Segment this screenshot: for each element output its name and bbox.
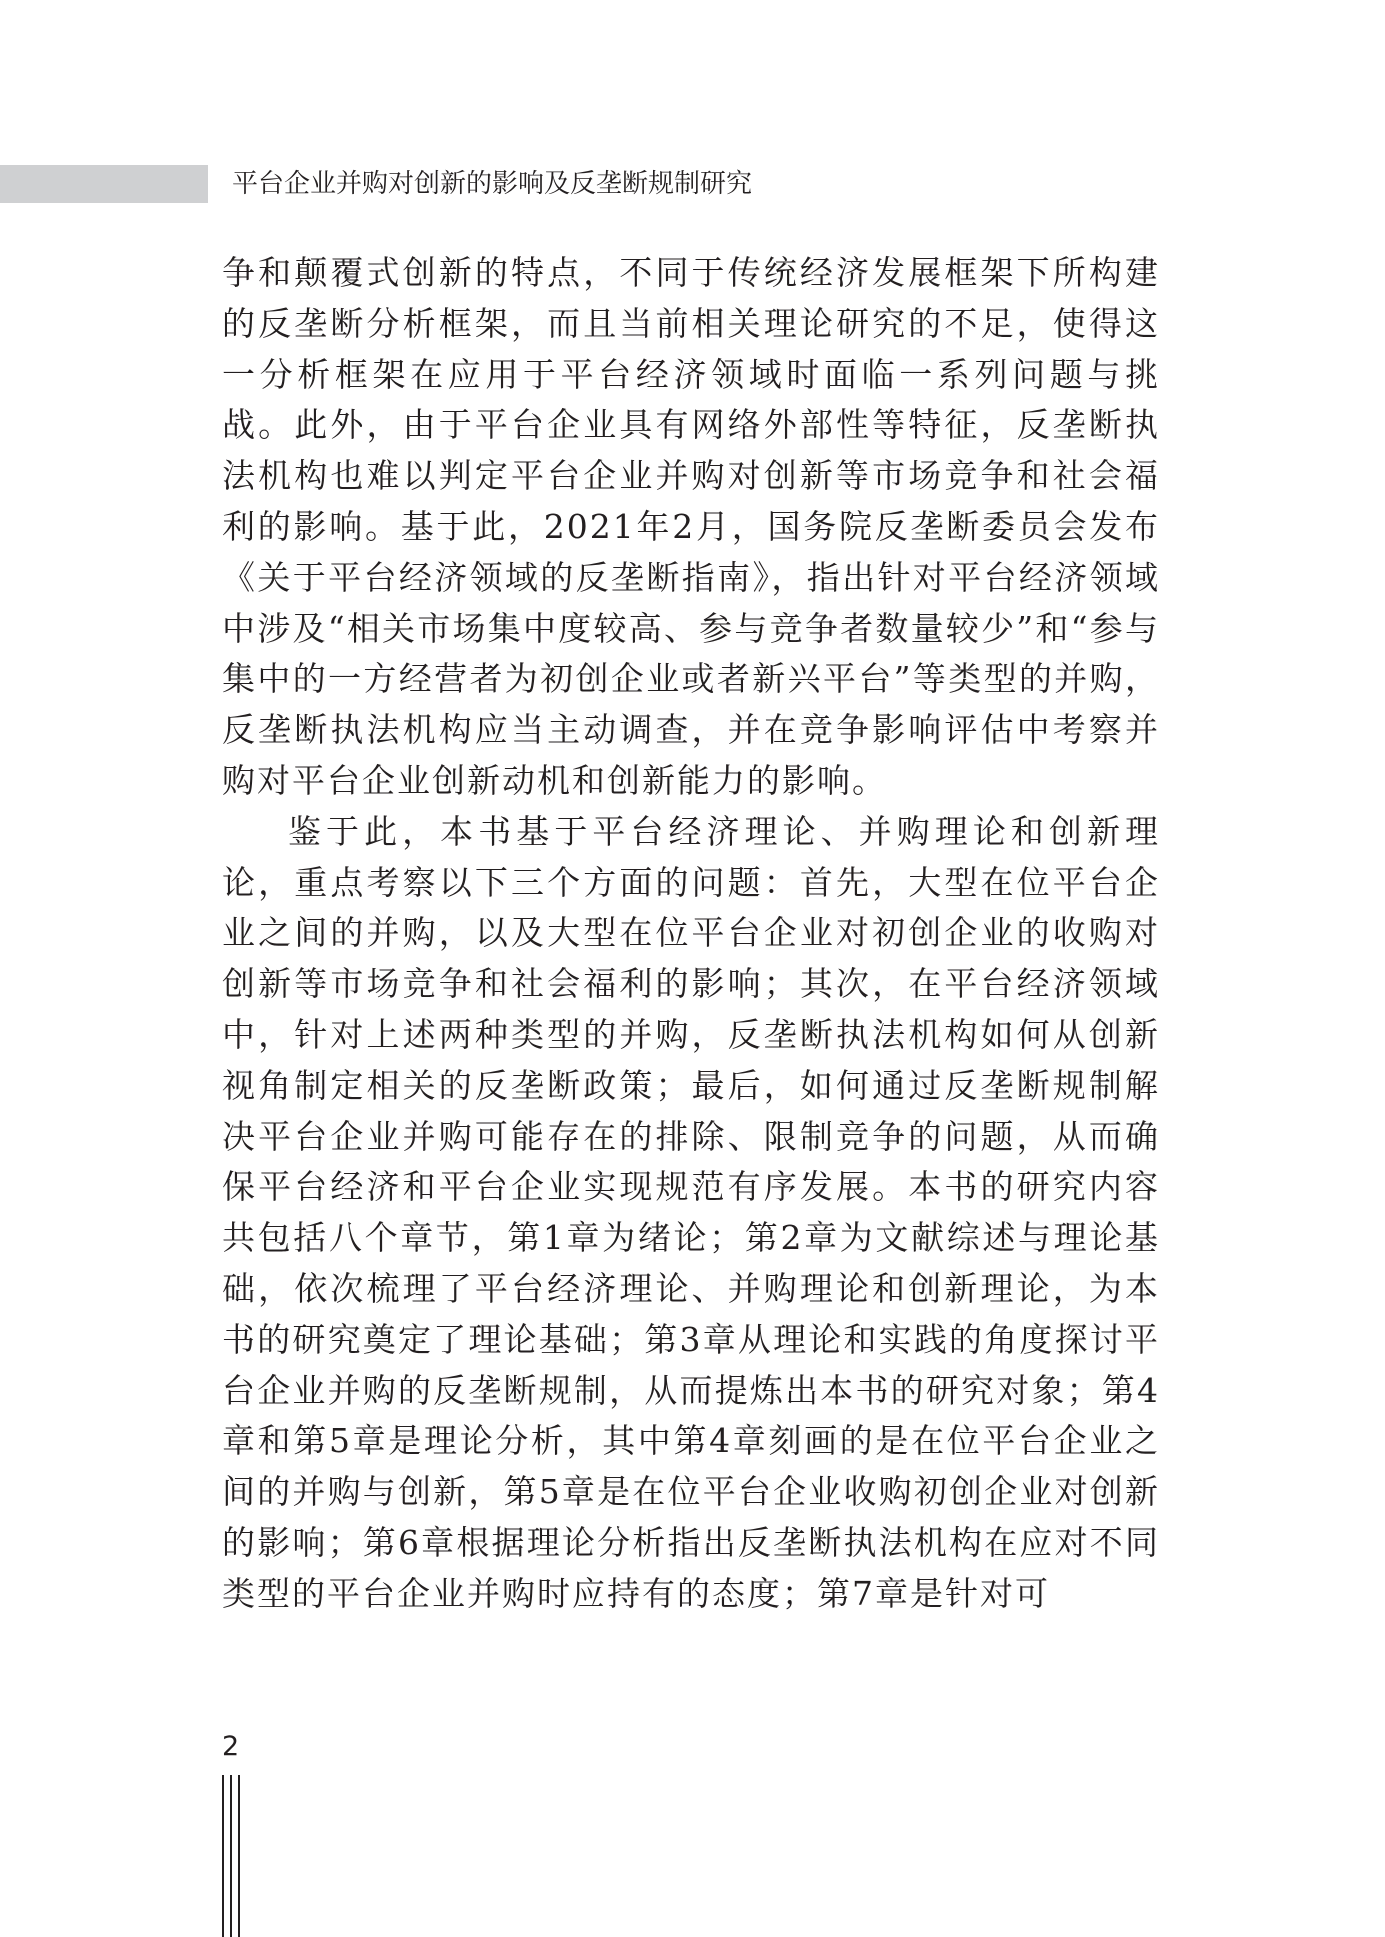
rule-line	[238, 1775, 240, 1937]
page-edge-rules	[222, 1775, 244, 1937]
page-number: 2	[222, 1731, 240, 1762]
rule-line	[222, 1775, 224, 1937]
body-text	[222, 248, 1160, 1620]
paragraph-1: 争和颠覆式创新的特点，不同于传统经济发展框架下所构建的反垄断分析框架，而且当前相关理论研究的不足，使得这一分析框架在应用于平台经济领域时面临一系列问题与挑战。此外，由于平台企业具有网络外部性等特征，反垄断执法机构也难以判定平台企业并购对创新等市场竞争和社会福利的影响。基于此，2021年2月，国务院反垄断委员会发布《关于平台经济领域的反垄断指南》，指出针对平台经济领域中涉及“相关市场集中度较高、参与竞争者数量较少”和“参与集中的一方经营者为初创企业或者新兴平台”等类型的并购，反垄断执法机构应当主动调查，并在竞争影响评估中考察并购对平台企业创新动机和创新能力的影响。	[222, 253, 1160, 800]
rule-line	[230, 1775, 232, 1937]
running-header-title: 平台企业并购对创新的影响及反垄断规制研究	[232, 169, 753, 199]
header-band	[0, 165, 208, 203]
paragraph-2: 鉴于此，本书基于平台经济理论、并购理论和创新理论，重点考察以下三个方面的问题：首先，大型在位平台企业之间的并购，以及大型在位平台企业对初创企业的收购对创新等市场竞争和社会福利的影响；其次，在平台经济领域中，针对上述两种类型的并购，反垄断执法机构如何从创新视角制定相关的反垄断政策；最后，如何通过反垄断规制解决平台企业并购可能存在的排除、限制竞争的问题，从而确保平台经济和平台企业实现规范有序发展。本书的研究内容共包括八个章节，第1章为绪论；第2章为文献综述与理论基础，依次梳理了平台经济理论、并购理论和创新理论，为本书的研究奠定了理论基础；第3章从理论和实践的角度探讨平台企业并购的反垄断规制，从而提炼出本书的研究对象；第4章和第5章是理论分析，其中第4章刻画的是在位平台企业之间的并购与创新，第5章是在位平台企业收购初创企业对创新的影响；第6章根据理论分析指出反垄断执法机构在应对不同类型的平台企业并购时应持有的态度；第7章是针对可	[222, 811, 1160, 1613]
